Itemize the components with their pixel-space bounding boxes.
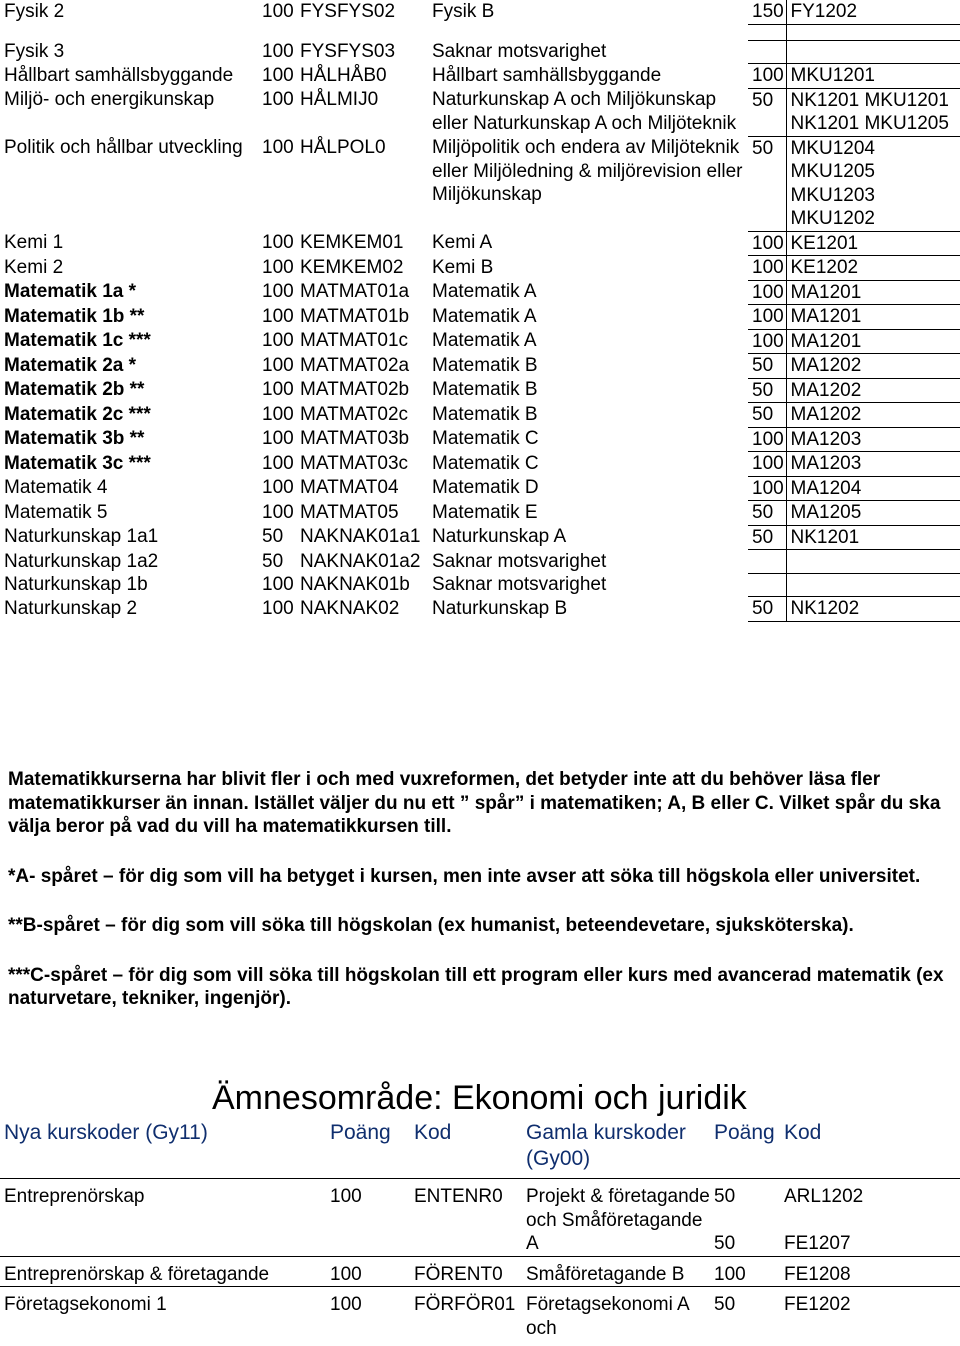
old-course-points: 50 bbox=[748, 525, 786, 550]
table-row bbox=[0, 64, 960, 89]
course-name: Miljö- och energikunskap bbox=[4, 89, 215, 110]
table-row bbox=[0, 280, 960, 305]
course-points: 100 bbox=[262, 41, 294, 62]
table-row bbox=[0, 329, 960, 354]
old-course-points: 100 bbox=[710, 1256, 780, 1287]
course-points: 100 bbox=[262, 597, 294, 619]
old-course-points: 100 bbox=[748, 476, 786, 501]
course-points: 100 bbox=[262, 330, 294, 351]
old-course-points: 100 bbox=[748, 427, 786, 452]
course-points: 100 bbox=[262, 428, 294, 449]
old-course-points: 100 bbox=[748, 452, 786, 477]
course-code: MATMAT01b bbox=[300, 305, 410, 327]
spacer-cell bbox=[428, 24, 748, 40]
old-course-code bbox=[786, 40, 960, 64]
table-row bbox=[0, 256, 960, 281]
course-code: FYSFYS03 bbox=[300, 41, 396, 62]
course-points: 100 bbox=[262, 379, 294, 400]
old-course-name: Fysik B bbox=[432, 1, 495, 22]
math-track-notes bbox=[8, 768, 958, 1011]
course-name: Fysik 2 bbox=[4, 1, 65, 22]
course-code: MATMAT03b bbox=[300, 428, 410, 449]
course-name: Kemi 1 bbox=[4, 232, 64, 253]
old-course-name: Matematik B bbox=[432, 403, 538, 425]
course-points: 100 bbox=[262, 256, 294, 278]
old-course-code: FY1202 bbox=[786, 0, 960, 24]
old-course-code: MA1201 bbox=[786, 305, 960, 330]
course-code: NAKNAK02 bbox=[300, 597, 400, 619]
old-course-code: MA1205 bbox=[786, 501, 960, 526]
table-row bbox=[0, 1179, 960, 1257]
header-old-code: Kod bbox=[780, 1120, 960, 1179]
old-course-code: KE1202 bbox=[786, 256, 960, 281]
course-code: FÖRFÖR01 bbox=[414, 1294, 516, 1315]
old-course-name: Kemi B bbox=[432, 256, 494, 278]
old-course-name: Miljöpolitik och endera av Miljöteknik eller Miljöledning & miljörevision eller Miljökunskap bbox=[432, 137, 743, 205]
course-points: 100 bbox=[262, 1, 294, 22]
old-course-code: MA1203 bbox=[786, 427, 960, 452]
course-points: 100 bbox=[262, 501, 294, 523]
table-row bbox=[0, 231, 960, 256]
course-code: HÅLMIJ0 bbox=[300, 89, 379, 110]
old-course-points: 150 bbox=[748, 0, 786, 24]
course-name: Fysik 3 bbox=[4, 41, 65, 62]
table-row bbox=[0, 305, 960, 330]
course-name: Entreprenörskap & företagande bbox=[0, 1256, 326, 1287]
old-course-points bbox=[710, 1179, 780, 1257]
spacer-cell bbox=[0, 24, 258, 40]
old-course-code bbox=[786, 573, 960, 597]
old-course-name: Matematik B bbox=[432, 354, 538, 376]
course-code: NAKNAK01b bbox=[300, 574, 410, 595]
table-row bbox=[0, 476, 960, 501]
old-course-code bbox=[780, 1179, 960, 1257]
course-name: Matematik 2b ** bbox=[4, 379, 145, 400]
course-code: MATMAT03c bbox=[300, 452, 409, 474]
old-course-name: Hållbart samhällsbyggande bbox=[432, 64, 662, 86]
course-points: 50 bbox=[262, 550, 284, 572]
course-code: KEMKEM01 bbox=[300, 232, 404, 253]
old-course-name: Matematik A bbox=[432, 281, 537, 302]
old-code-line-1: ARL1202 bbox=[784, 1186, 864, 1207]
course-name: Matematik 1b ** bbox=[4, 305, 145, 327]
old-course-points: 50 bbox=[714, 1294, 736, 1315]
old-points-line-2: 50 bbox=[714, 1233, 736, 1254]
table-row bbox=[0, 88, 960, 136]
course-mapping-table bbox=[0, 0, 960, 622]
old-course-code: KE1201 bbox=[786, 231, 960, 256]
course-name: Matematik 2a * bbox=[4, 354, 137, 376]
course-points: 100 bbox=[262, 477, 294, 498]
course-code: MATMAT02a bbox=[300, 354, 410, 376]
old-course-points bbox=[748, 550, 786, 574]
spacer-cell bbox=[786, 24, 960, 40]
old-course-points: 50 bbox=[748, 501, 786, 526]
table-row bbox=[0, 452, 960, 477]
old-course-code: MKU1201 bbox=[786, 64, 960, 89]
old-course-code: NK1202 bbox=[786, 597, 960, 622]
spacer-cell bbox=[296, 24, 428, 40]
course-mapping-body bbox=[0, 0, 960, 621]
table-row bbox=[0, 1287, 960, 1341]
old-course-points: 100 bbox=[748, 256, 786, 281]
spacer-cell bbox=[748, 24, 786, 40]
old-course-name: Naturkunskap B bbox=[432, 597, 568, 619]
old-course-name: Naturkunskap A och Miljökunskap eller Naturkunskap A och Miljöteknik bbox=[432, 89, 737, 134]
course-code: ENTENR0 bbox=[410, 1179, 522, 1257]
old-course-name: Matematik B bbox=[432, 379, 538, 400]
old-course-name: Matematik E bbox=[432, 501, 538, 523]
header-old-courses: Gamla kurskoder (Gy00) bbox=[522, 1120, 710, 1179]
course-code: MATMAT02c bbox=[300, 403, 409, 425]
old-course-code: NK1201 bbox=[786, 525, 960, 550]
course-points: 100 bbox=[326, 1179, 410, 1257]
table-header-row bbox=[0, 1120, 960, 1179]
course-name: Matematik 2c *** bbox=[4, 403, 151, 425]
table-row bbox=[0, 136, 960, 231]
table-row bbox=[0, 501, 960, 526]
old-course-points: 50 bbox=[748, 136, 786, 231]
course-points: 100 bbox=[326, 1256, 410, 1287]
note-a-track: *A- spåret – för dig som vill ha betyget i kursen, men inte avser att söka till högskola eller universitet. bbox=[8, 865, 921, 887]
course-name: Företagsekonomi 1 bbox=[4, 1294, 167, 1315]
course-points: 100 bbox=[262, 452, 294, 474]
old-course-points: 50 bbox=[748, 597, 786, 622]
header-old-points: Poäng bbox=[710, 1120, 780, 1179]
old-course-code: MA1201 bbox=[786, 280, 960, 305]
course-points: 100 bbox=[262, 137, 294, 158]
course-code: HÅLHÅB0 bbox=[300, 64, 387, 86]
table-row bbox=[0, 427, 960, 452]
old-course-points: 100 bbox=[748, 305, 786, 330]
old-course-code: MKU1204 MKU1205 MKU1203 MKU1202 bbox=[786, 136, 960, 231]
course-points: 100 bbox=[262, 354, 294, 376]
old-course-points: 100 bbox=[748, 329, 786, 354]
old-course-name: Matematik C bbox=[432, 452, 539, 474]
header-new-courses: Nya kurskoder (Gy11) bbox=[0, 1120, 326, 1179]
course-points: 50 bbox=[262, 526, 284, 547]
old-course-points: 50 bbox=[748, 354, 786, 379]
course-code: KEMKEM02 bbox=[300, 256, 404, 278]
old-course-code: MA1202 bbox=[786, 403, 960, 428]
old-course-name: Naturkunskap A bbox=[432, 526, 567, 547]
table-row bbox=[0, 573, 960, 597]
spacer-cell bbox=[258, 24, 296, 40]
old-code-line-2: FE1207 bbox=[784, 1233, 851, 1254]
course-code: MATMAT04 bbox=[300, 477, 399, 498]
course-code: NAKNAK01a2 bbox=[300, 550, 421, 572]
table-row bbox=[0, 525, 960, 550]
old-course-name: Matematik A bbox=[432, 330, 537, 351]
old-course-points: 50 bbox=[748, 403, 786, 428]
course-code: MATMAT01a bbox=[300, 281, 410, 302]
old-course-points: 100 bbox=[748, 231, 786, 256]
old-course-name: Projekt & företagande och Småföretagande A bbox=[522, 1179, 710, 1257]
course-name: Matematik 3b ** bbox=[4, 428, 145, 449]
table-row bbox=[0, 597, 960, 622]
old-course-code: MA1203 bbox=[786, 452, 960, 477]
course-name: Matematik 1c *** bbox=[4, 330, 151, 351]
header-code: Kod bbox=[410, 1120, 522, 1179]
old-course-code: FE1202 bbox=[784, 1294, 851, 1315]
old-course-name: Kemi A bbox=[432, 232, 493, 253]
course-points: 100 bbox=[262, 281, 294, 302]
old-course-name: Saknar motsvarighet bbox=[432, 550, 607, 572]
course-name: Matematik 4 bbox=[4, 477, 108, 498]
table-row bbox=[0, 0, 960, 24]
course-code: FYSFYS02 bbox=[300, 1, 396, 22]
course-points: 100 bbox=[262, 232, 294, 253]
course-name: Matematik 3c *** bbox=[4, 452, 151, 474]
old-course-points bbox=[748, 573, 786, 597]
course-points: 100 bbox=[262, 574, 294, 595]
old-course-code: FE1208 bbox=[780, 1256, 960, 1287]
table-row bbox=[0, 1256, 960, 1287]
course-name: Naturkunskap 1a2 bbox=[4, 550, 159, 572]
old-course-points: 100 bbox=[748, 280, 786, 305]
course-name: Matematik 5 bbox=[4, 501, 108, 523]
old-course-name: Matematik D bbox=[432, 477, 539, 498]
table-row bbox=[0, 40, 960, 64]
spacer-row bbox=[0, 24, 960, 40]
course-code: HÅLPOL0 bbox=[300, 137, 386, 158]
course-points: 100 bbox=[330, 1294, 362, 1315]
course-name: Politik och hållbar utveckling bbox=[4, 137, 243, 158]
course-name: Entreprenörskap bbox=[0, 1179, 326, 1257]
course-name: Kemi 2 bbox=[4, 256, 64, 278]
course-points: 100 bbox=[262, 403, 294, 425]
old-points-line-1: 50 bbox=[714, 1186, 736, 1207]
old-course-name: Småföretagande B bbox=[522, 1256, 710, 1287]
old-course-name: Saknar motsvarighet bbox=[432, 574, 607, 595]
old-course-points bbox=[748, 40, 786, 64]
course-code: NAKNAK01a1 bbox=[300, 526, 421, 547]
course-name: Naturkunskap 2 bbox=[4, 597, 138, 619]
old-course-name: Matematik C bbox=[432, 428, 539, 449]
old-course-code: NK1201 MKU1201 NK1201 MKU1205 bbox=[786, 88, 960, 136]
table-row bbox=[0, 550, 960, 574]
old-course-code: MA1202 bbox=[786, 378, 960, 403]
course-name: Naturkunskap 1a1 bbox=[4, 526, 159, 547]
economy-course-table bbox=[0, 1120, 960, 1340]
course-points: 100 bbox=[262, 64, 294, 86]
old-course-name: Matematik A bbox=[432, 305, 537, 327]
table-row bbox=[0, 403, 960, 428]
course-name: Hållbart samhällsbyggande bbox=[4, 64, 234, 86]
course-code: MATMAT02b bbox=[300, 379, 410, 400]
course-code: MATMAT05 bbox=[300, 501, 399, 523]
course-points: 100 bbox=[262, 305, 294, 327]
table-row bbox=[0, 378, 960, 403]
old-course-points: 50 bbox=[748, 378, 786, 403]
course-code: MATMAT01c bbox=[300, 330, 409, 351]
course-name: Naturkunskap 1b bbox=[4, 574, 148, 595]
course-name: Matematik 1a * bbox=[4, 281, 137, 302]
old-course-points: 100 bbox=[748, 64, 786, 89]
section-title: Ämnesområde: Ekonomi och juridik bbox=[212, 1079, 747, 1117]
old-course-code: MA1201 bbox=[786, 329, 960, 354]
old-course-code bbox=[786, 550, 960, 574]
old-course-points: 50 bbox=[748, 88, 786, 136]
old-course-name: Företagsekonomi A och bbox=[526, 1294, 689, 1339]
course-points: 100 bbox=[262, 89, 294, 110]
table-row bbox=[0, 354, 960, 379]
old-course-code: MA1202 bbox=[786, 354, 960, 379]
header-points: Poäng bbox=[326, 1120, 410, 1179]
note-intro: Matematikkurserna har blivit fler i och med vuxreformen, det betyder inte att du behöver läsa fler matematikkurser än innan. Istället väljer du nu ett ” spår” i matematiken; A, B eller C. Vilket spår du ska välja beror på vad du vill ha matematikkursen till. bbox=[8, 769, 941, 837]
old-course-name: Saknar motsvarighet bbox=[432, 41, 607, 62]
note-b-track: **B-spåret – för dig som vill söka till högskolan (ex humanist, beteendevetare, sjuksköterska). bbox=[8, 915, 854, 936]
course-code: FÖRENT0 bbox=[410, 1256, 522, 1287]
old-course-code: MA1204 bbox=[786, 476, 960, 501]
note-c-track: ***C-spåret – för dig som vill söka till högskolan till ett program eller kurs med avancerad matematik (ex naturvetare, tekniker, ingenjör). bbox=[8, 964, 944, 1009]
